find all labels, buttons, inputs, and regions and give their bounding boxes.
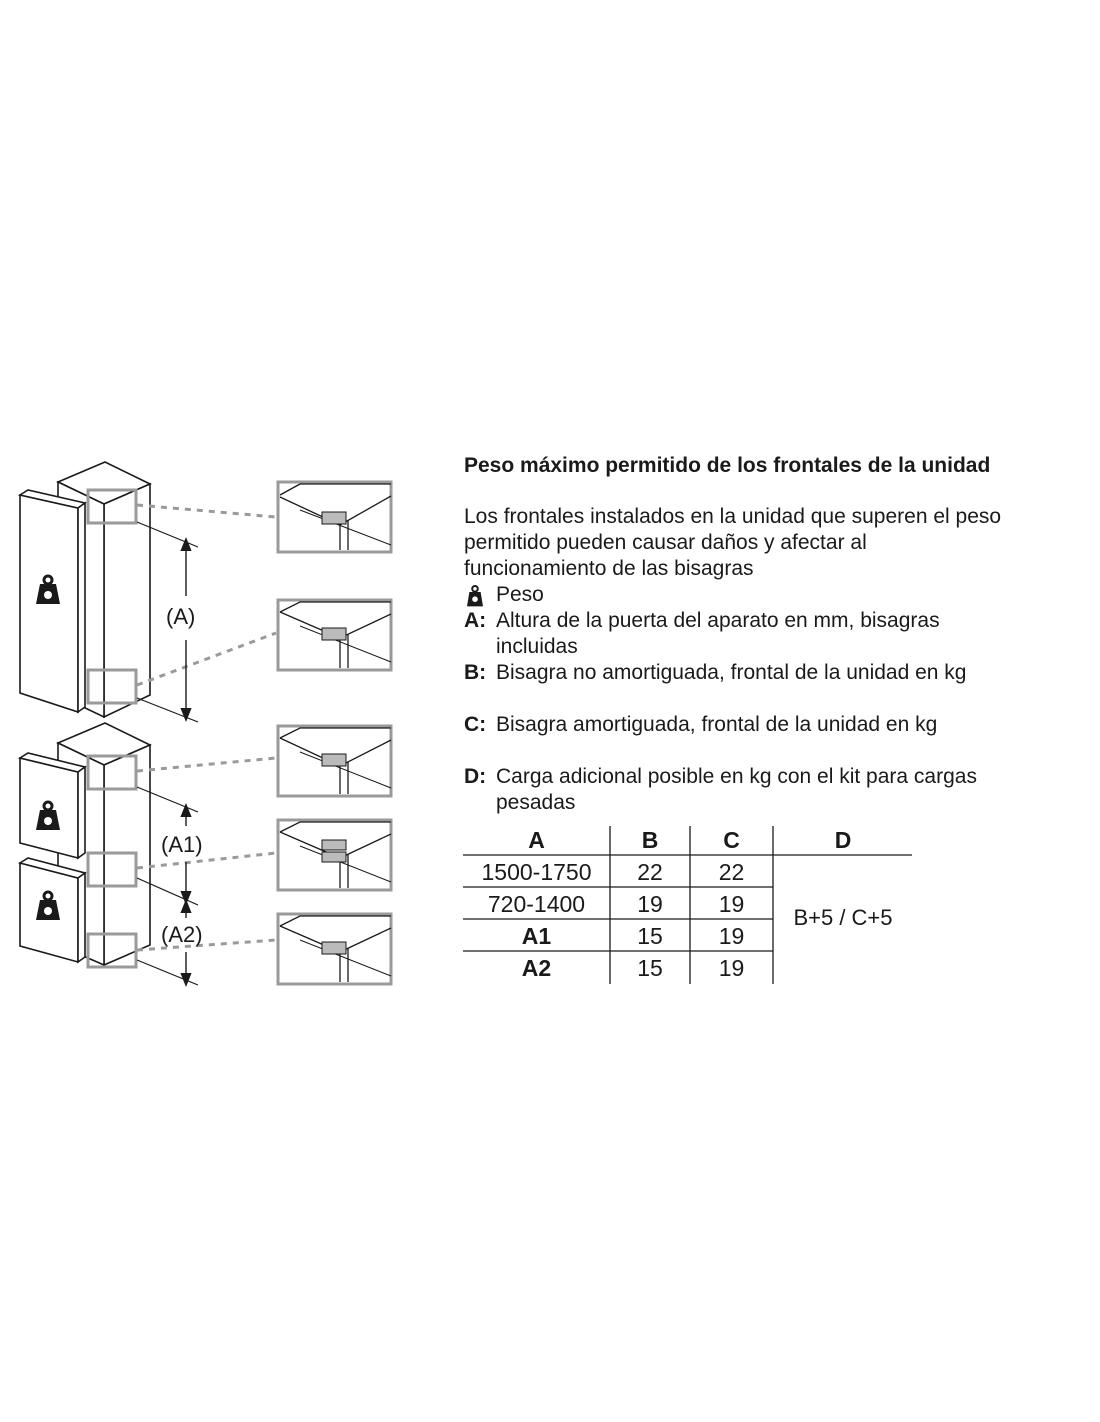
double-door-appliance xyxy=(20,723,150,965)
intro-line-1: Los frontales instalados en la unidad que superen el peso xyxy=(464,505,1002,528)
legend-text-D-2: pesadas xyxy=(496,791,576,814)
legend-key-A: A: xyxy=(464,609,487,632)
table-cell-a: 1500-1750 xyxy=(481,859,592,885)
hinge-detail-3 xyxy=(278,726,391,796)
table-cell-b: 15 xyxy=(637,923,663,949)
hinge-detail-1 xyxy=(278,482,391,552)
label-A: (A) xyxy=(166,604,196,629)
weight-icon xyxy=(464,584,486,608)
table-header-a: A xyxy=(528,827,545,853)
table-cell-c: 19 xyxy=(718,923,745,949)
legend-text-A-2: incluidas xyxy=(496,635,578,658)
legend-text-A-1: Altura de la puerta del aparato en mm, bisagras xyxy=(496,609,940,632)
legend-text-D-1: Carga adicional posible en kg con el kit para cargas xyxy=(496,765,977,788)
table-cell-d-merged: B+5 / C+5 xyxy=(793,905,893,930)
hinge-detail-2 xyxy=(278,600,391,670)
table-cell-b: 19 xyxy=(637,891,663,917)
table-cell-b: 15 xyxy=(637,955,663,981)
table-cell-c: 19 xyxy=(718,955,745,981)
table-cell-a: A2 xyxy=(521,955,552,981)
table-cell-a: A1 xyxy=(521,923,552,949)
hinge-detail-5 xyxy=(278,914,391,984)
legend-text-C: Bisagra amortiguada, frontal de la unidad en kg xyxy=(496,713,938,736)
legend-key-D: D: xyxy=(464,765,487,788)
table-cell-b: 22 xyxy=(637,859,663,885)
legend-key-C: C: xyxy=(464,713,487,736)
label-A1: (A1) xyxy=(161,832,203,857)
label-A2: (A2) xyxy=(161,922,203,947)
hinge-detail-4 xyxy=(278,820,391,890)
intro-line-2: permitido pueden causar daños y afectar al xyxy=(464,531,867,554)
table-header-d: D xyxy=(834,827,852,853)
page-title: Peso máximo permitido de los frontales de la unidad xyxy=(464,454,991,477)
table-header-b: B xyxy=(641,827,659,853)
table-cell-a: 720-1400 xyxy=(487,891,586,917)
table-cell-c: 22 xyxy=(718,859,745,885)
legend-weight-label: Peso xyxy=(496,583,544,606)
table-cell-c: 19 xyxy=(718,891,745,917)
legend-key-B: B: xyxy=(464,661,487,684)
legend-text-B: Bisagra no amortiguada, frontal de la unidad en kg xyxy=(496,661,967,684)
table-header-c: C xyxy=(723,827,740,853)
intro-line-3: funcionamiento de las bisagras xyxy=(464,557,754,580)
